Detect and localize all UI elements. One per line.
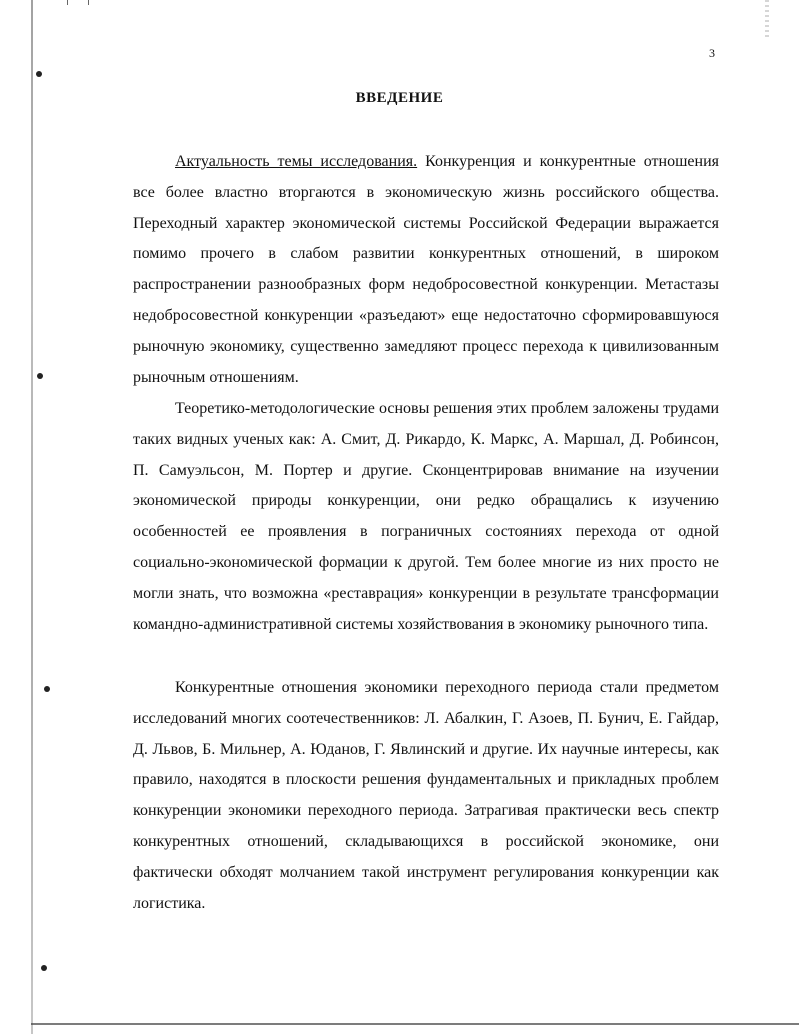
scan-top-tick [67, 0, 68, 5]
page-title: ВВЕДЕНИЕ [355, 90, 444, 106]
scan-bottom-edge [31, 1023, 799, 1025]
binder-hole-mark [37, 373, 43, 379]
paragraph-text: Конкуренция и конкурентные отношения все более властно вторгаются в экономическую жизнь российского общества. Переходный характер экономической системы Российской Федерации выражается помимо прочего в слабом развитии конкурентных отношений, в широком распространении разнообразных форм недобросовестной конкуренции. Метастазы недобросовестной конкуренции «разъедают» еще недостаточно сформировавшуюся рыночную экономику, существенно замедляют процесс перехода к цивилизованным рыночным отношениям. [133, 153, 719, 386]
page-number: 3 [709, 46, 715, 60]
paragraph-relevance [133, 147, 719, 393]
binder-hole-mark [36, 71, 42, 77]
scan-left-edge [31, 0, 33, 1034]
scan-top-tick [88, 0, 89, 5]
paragraph-methodology: Теоретико-методологические основы решения этих проблем заложены трудами таких видных ученых как: А. Смит, Д. Рикардо, К. Маркс, А. Маршал, Д. Робинсон, П. Самуэльсон, М. Портер и другие. Сконцентрировав внимание на изучении экономической природы конкуренции, они редко обращались к изучению особенностей ее проявления в пограничных состояниях перехода от одной социально-экономической формации к другой. Тем более многие из них просто не могли знать, что возможна «реставрация» конкуренции в результате трансформации командно-административной системы хозяйствования в экономику рыночного типа. [133, 400, 719, 633]
scan-corner-noise [765, 0, 769, 40]
binder-hole-mark [41, 965, 47, 971]
paragraph-lead-underlined: Актуальность темы исследования. [175, 153, 418, 170]
paragraph-transition-research: Конкурентные отношения экономики переходного периода стали предметом исследований многих соотечественников: Л. Абалкин, Г. Азоев, П. Бунич, Е. Гайдар, Д. Львов, Б. Мильнер, А. Юданов, Г. Явлинский и другие. Их научные интересы, как правило, находятся в плоскости решения фундаментальных и прикладных проблем конкуренции экономики переходного периода. Затрагивая практически весь спектр конкурентных отношений, складывающихся в российской экономике, они фактически обходят молчанием такой инструмент регулирования конкуренции как логистика. [133, 679, 719, 912]
binder-hole-mark [44, 686, 50, 692]
